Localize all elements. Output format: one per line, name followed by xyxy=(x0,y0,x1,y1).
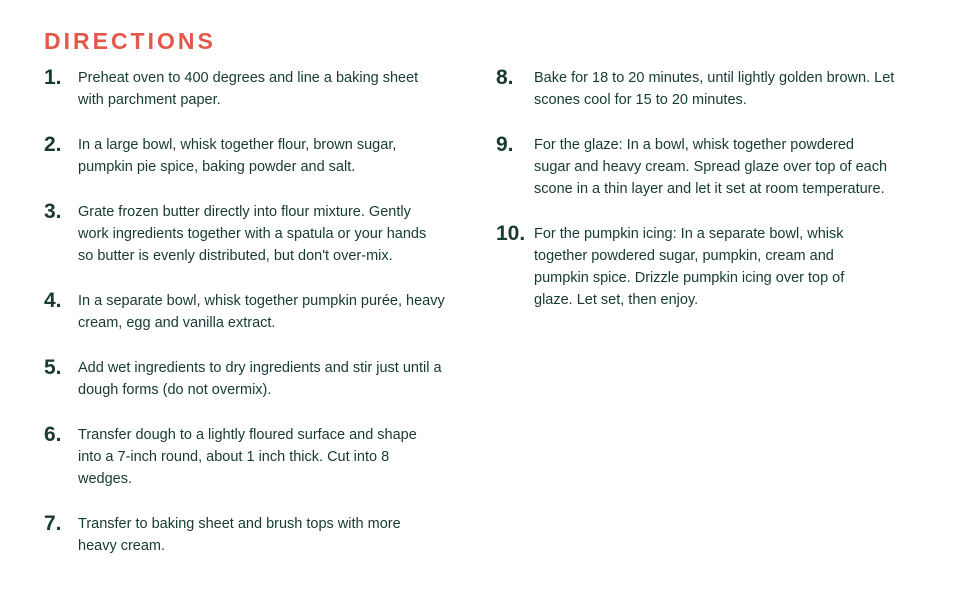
step-text: Bake for 18 to 20 minutes, until lightly golden brown. Let scones cool for 15 to 20 minutes. xyxy=(534,70,895,108)
step-number: 1. xyxy=(44,66,62,89)
step-number: 8. xyxy=(496,66,514,89)
step-5 xyxy=(44,356,454,401)
step-text: Add wet ingredients to dry ingredients and stir just until a dough forms (do not overmix). xyxy=(78,360,442,398)
step-number: 2. xyxy=(44,133,62,156)
step-9 xyxy=(496,133,916,200)
step-number: 9. xyxy=(496,133,514,156)
step-7 xyxy=(44,512,454,557)
step-6 xyxy=(44,423,454,490)
step-number: 10. xyxy=(496,222,526,245)
step-text: Transfer to baking sheet and brush tops with more heavy cream. xyxy=(78,516,401,554)
step-10 xyxy=(496,222,916,311)
step-text: Transfer dough to a lightly floured surface and shape into a 7-inch round, about 1 inch thick. Cut into 8 wedges. xyxy=(78,427,417,487)
step-number: 6. xyxy=(44,423,62,446)
step-number: 3. xyxy=(44,200,62,223)
step-text: For the pumpkin icing: In a separate bowl, whisk together powdered sugar, pumpkin, cream and pumpkin spice. Drizzle pumpkin icing over top of glaze. Let set, then enjoy. xyxy=(534,226,845,308)
step-text: Preheat oven to 400 degrees and line a baking sheet with parchment paper. xyxy=(78,70,419,108)
step-number: 4. xyxy=(44,289,62,312)
step-2 xyxy=(44,133,454,178)
step-text: Grate frozen butter directly into flour mixture. Gently work ingredients together with a spatula or your hands so butter is evenly distributed, but don't over-mix. xyxy=(78,204,427,264)
step-1 xyxy=(44,66,454,111)
step-number: 5. xyxy=(44,356,62,379)
step-4 xyxy=(44,289,454,334)
step-8 xyxy=(496,66,916,111)
step-number: 7. xyxy=(44,512,62,535)
directions-left-column xyxy=(44,66,454,579)
step-text: For the glaze: In a bowl, whisk together powdered sugar and heavy cream. Spread glaze over top of each scone in a thin layer and let it set at room temperature. xyxy=(534,137,888,197)
step-3 xyxy=(44,200,454,267)
step-text: In a large bowl, whisk together flour, brown sugar, pumpkin pie spice, baking powder and salt. xyxy=(78,137,397,175)
directions-heading: DIRECTIONS xyxy=(44,28,216,54)
step-text: In a separate bowl, whisk together pumpkin purée, heavy cream, egg and vanilla extract. xyxy=(78,293,445,331)
directions-right-column xyxy=(496,66,916,333)
